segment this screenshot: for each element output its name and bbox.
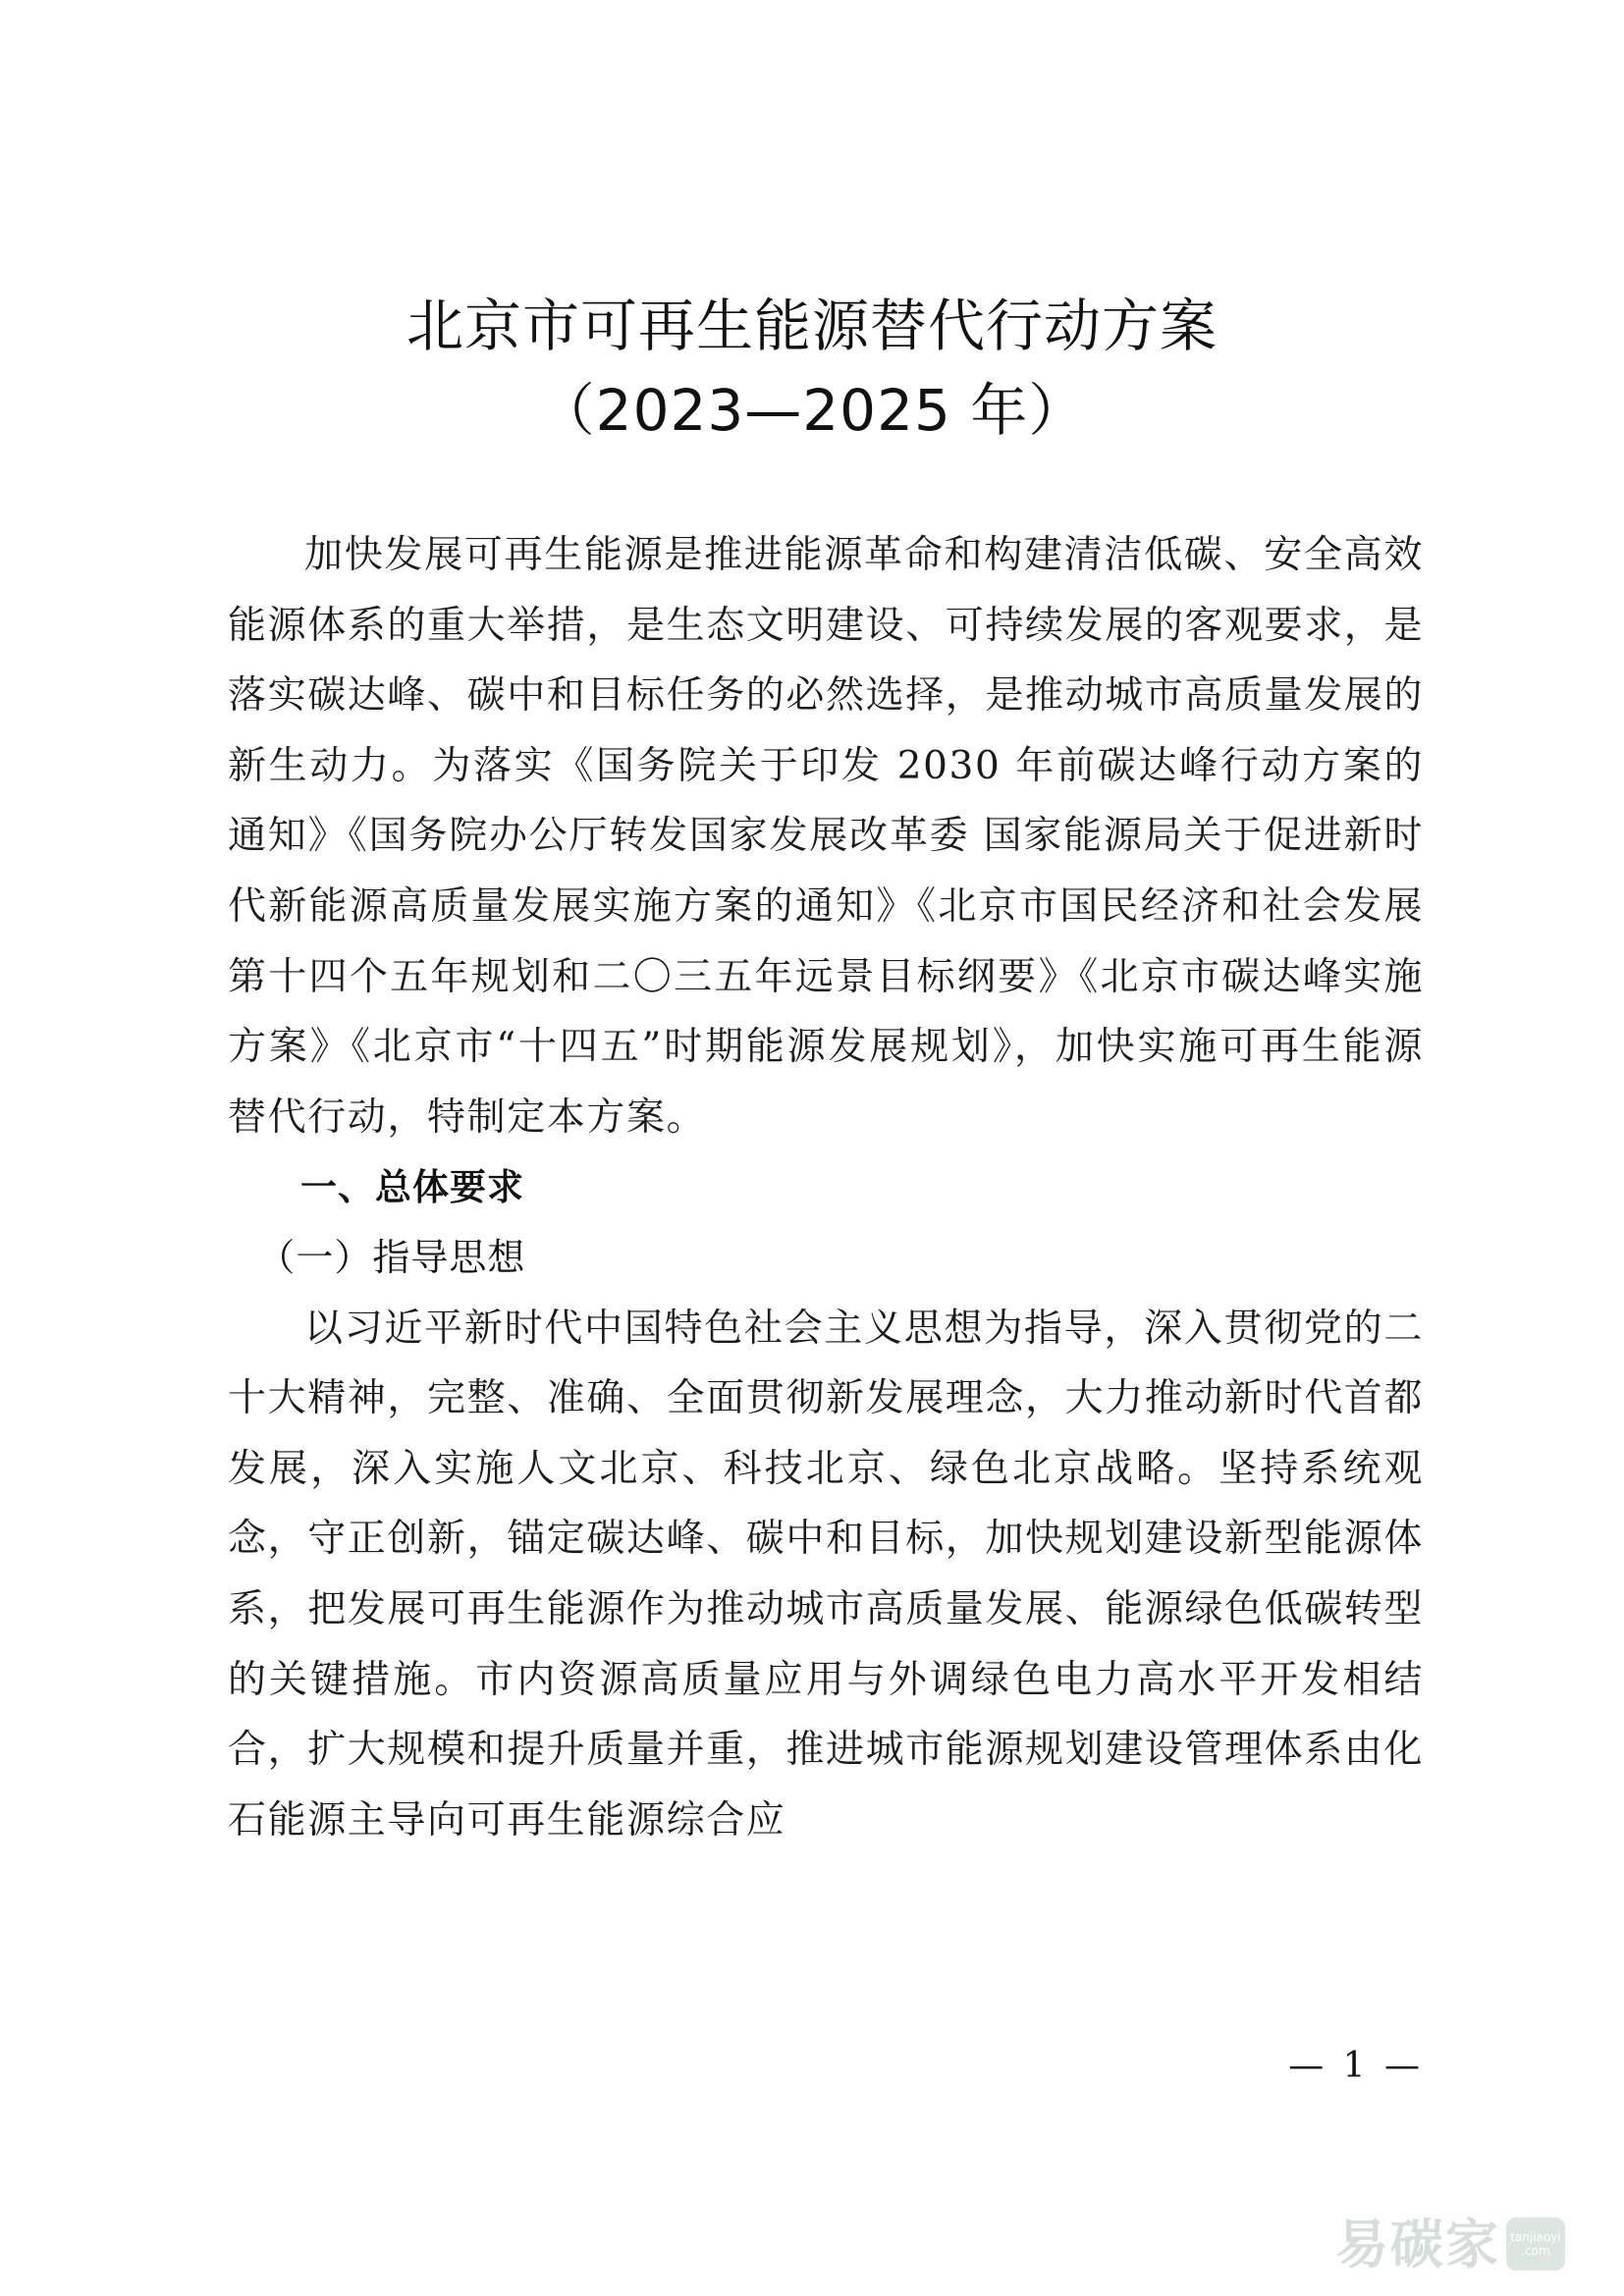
subsection-heading-guiding-ideology: （一）指导思想 [257, 1235, 526, 1279]
watermark-badge-line2: .com [1521, 2244, 1550, 2258]
watermark-badge-line1: tanjiaoyi [1510, 2230, 1561, 2244]
guiding-ideology-paragraph: 以习近平新时代中国特色社会主义思想为指导，深入贯彻党的二十大精神，完整、准确、全面贯彻新发展理念，大力推动新时代首都发展，深入实施人文北京、科技北京、绿色北京战略。坚持系统观念，守正创新，锚定碳达峰、碳中和目标，加快规划建设新型能源体系，把发展可再生能源作为推动城市高质量发展、能源绿色低碳转型的关键措施。市内资源高质量应用与外调绿色电力高水平开发相结合，扩大规模和提升质量并重，推进城市能源规划建设管理体系由化石能源主导向可再生能源综合应 [228, 1306, 1425, 1842]
document-title: 北京市可再生能源替代行动方案 [406, 293, 1218, 359]
section-heading-general-requirements: 一、总体要求 [300, 1166, 524, 1209]
watermark-badge [1506, 2217, 1565, 2270]
site-watermark [1335, 2216, 1565, 2274]
document-body [228, 520, 1424, 1855]
intro-paragraph: 加快发展可再生能源是推进能源革命和构建清洁低碳、安全高效能源体系的重大举措，是生态文明建设、可持续发展的客观要求，是落实碳达峰、碳中和目标任务的必然选择，是推动城市高质量发展的新生动力。为落实《国务院关于印发 2030 年前碳达峰行动方案的通知》《国务院办公厅转发国家发展改革委 国家能源局关于促进新时代新能源高质量发展实施方案的通知》《北京市国民经济和社会发展第十四个五年规划和二〇三五年远景目标纲要》《北京市碳达峰实施方案》《北京市“十四五”时期能源发展规划》，加快实施可再生能源替代行动，特制定本方案。 [228, 533, 1425, 1140]
watermark-text: 易碳家 [1335, 2214, 1500, 2275]
page-number: — 1 — [1288, 2046, 1424, 2086]
document-subtitle-years: （2023—2025 年） [537, 377, 1087, 444]
